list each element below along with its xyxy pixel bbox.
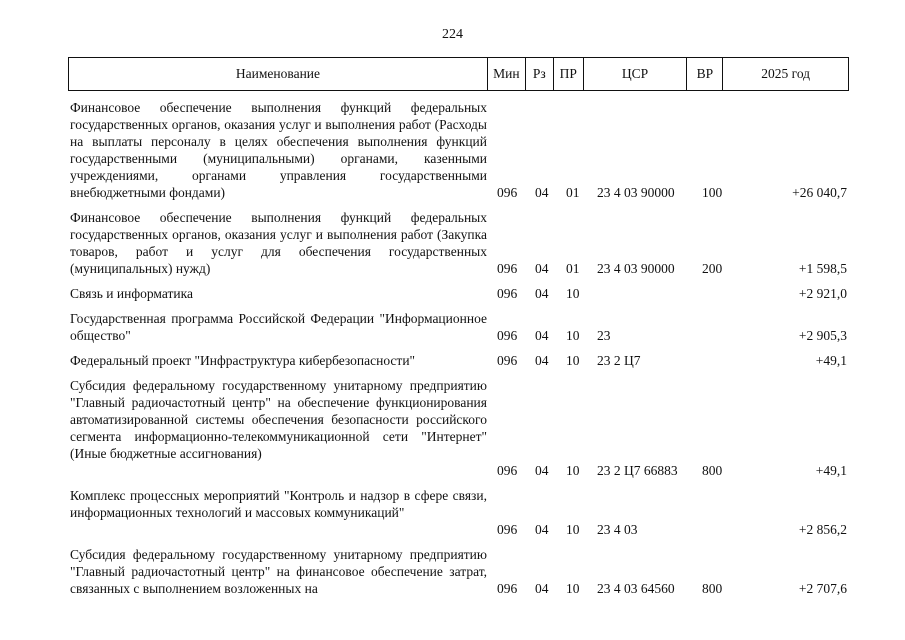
row-name: Субсидия федеральному государственному унитарному предприятию "Главный радиочастотный центр" на обеспечение функционирования автоматизированной системы обеспечения безопасности российского сегмента информационно-телекоммуникационной сети "Интернет" (Иные бюджетные ассигнования) [70, 378, 487, 461]
page-number: 224 [442, 27, 463, 42]
table-row [0, 310, 905, 344]
row-vr: 100 [702, 185, 723, 200]
row-rz: 04 [535, 261, 549, 276]
row-value: +49,1 [815, 353, 847, 368]
row-name: Связь и информатика [70, 286, 193, 301]
table-row [0, 209, 905, 277]
row-rz: 04 [535, 581, 549, 596]
row-pr: 10 [566, 581, 580, 596]
row-name: Комплекс процессных мероприятий "Контроль и надзор в сфере связи, информационных технологий и массовых коммуникаций" [70, 488, 487, 520]
row-value: +2 921,0 [798, 286, 847, 301]
column-header-vr: ВР [687, 58, 723, 90]
row-rz: 04 [535, 522, 549, 537]
row-value: +1 598,5 [798, 261, 847, 276]
table-row [0, 285, 905, 302]
row-rz: 04 [535, 286, 549, 301]
row-min: 096 [497, 185, 518, 200]
row-csr: 23 2 Ц7 66883 [597, 463, 678, 478]
row-min: 096 [497, 353, 518, 368]
table-row [0, 352, 905, 369]
row-pr: 10 [566, 353, 580, 368]
row-min: 096 [497, 463, 518, 478]
row-value: +2 905,3 [798, 328, 847, 343]
row-value: +2 856,2 [798, 522, 847, 537]
row-name: Государственная программа Российской Федерации "Информационное общество" [70, 311, 487, 343]
column-header-min: Мин [488, 58, 526, 90]
row-csr: 23 4 03 [597, 522, 638, 537]
row-name: Финансовое обеспечение выполнения функций федеральных государственных органов, оказания услуг и выполнения работ (Закупка товаров, работ и услуг для обеспечения государственных (муниципальных) нужд) [70, 210, 487, 276]
row-rz: 04 [535, 185, 549, 200]
row-min: 096 [497, 522, 518, 537]
row-csr: 23 4 03 90000 [597, 185, 675, 200]
column-header-pr: ПР [554, 58, 584, 90]
row-value: +2 707,6 [798, 581, 847, 596]
row-name: Федеральный проект "Инфраструктура кибербезопасности" [70, 353, 416, 368]
row-name: Финансовое обеспечение выполнения функций федеральных государственных органов, оказания услуг и выполнения работ (Расходы на выплаты персоналу в целях обеспечения выполнения функций государственными (муниципальными) органами, казенными учреждениями, органами управления государственными внебюджетными фондами) [70, 100, 487, 200]
row-rz: 04 [535, 463, 549, 478]
row-min: 096 [497, 581, 518, 596]
column-header-rz: Рз [526, 58, 554, 90]
row-min: 096 [497, 261, 518, 276]
row-pr: 10 [566, 328, 580, 343]
row-name: Субсидия федеральному государственному унитарному предприятию "Главный радиочастотный центр" на финансовое обеспечение затрат, связанных с выполнением возложенных на [70, 547, 487, 596]
row-csr: 23 [597, 328, 611, 343]
table-row [0, 546, 905, 597]
row-csr: 23 4 03 64560 [597, 581, 675, 596]
row-vr: 800 [702, 463, 723, 478]
row-value: +49,1 [815, 463, 847, 478]
table-row [0, 487, 905, 538]
row-min: 096 [497, 328, 518, 343]
column-header-year: 2025 год [761, 66, 811, 81]
row-pr: 10 [566, 286, 580, 301]
column-header-csr: ЦСР [584, 58, 688, 90]
row-pr: 10 [566, 522, 580, 537]
column-header-name: Наименование [69, 58, 488, 90]
row-csr: 23 2 Ц7 [597, 353, 641, 368]
row-rz: 04 [535, 353, 549, 368]
row-pr: 01 [566, 185, 580, 200]
row-vr: 800 [702, 581, 723, 596]
table-row [0, 99, 905, 201]
table-row [0, 377, 905, 479]
row-csr: 23 4 03 90000 [597, 261, 675, 276]
table-header [68, 57, 849, 91]
row-value: +26 040,7 [792, 185, 847, 200]
row-rz: 04 [535, 328, 549, 343]
row-pr: 10 [566, 463, 580, 478]
row-min: 096 [497, 286, 518, 301]
row-vr: 200 [702, 261, 723, 276]
row-pr: 01 [566, 261, 580, 276]
